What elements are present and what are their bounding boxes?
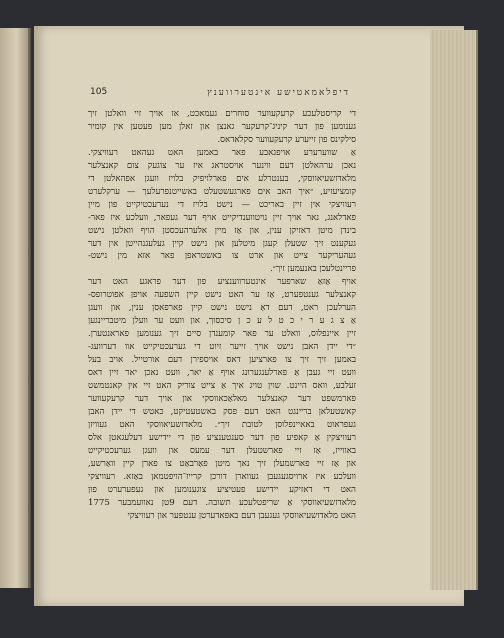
page-edges	[430, 30, 478, 590]
text-line: באמען זיך זיך צו פארציען דאס אויספירן דעם אורטייל. אויב בעל	[88, 355, 356, 366]
text-line: באווייז, אַז זיי פארשטעלן דער עמעס און וועגן גערעכטיקייט	[88, 445, 356, 456]
text-line: די קריסטלעכע קרעקעווער סוחרים געמאכט, אז אויך זיי וואלטן זיך	[88, 109, 356, 119]
text-line: בינדן מיטן דאזיקן ענין, און אַז מיין אלערהעכסטן הויף וואלטן נישט	[88, 225, 356, 236]
page-header	[90, 84, 350, 100]
text-line: ״די יידן האבן נישט אויך זייער זיוט די גערעכטיקייט אוו דערוועג-	[88, 342, 356, 353]
paragraph	[88, 276, 356, 522]
text-line: נאכן ערהאלטן דעם ווינער אויסטראג איז ער צוגעק צום קאנצלער	[88, 160, 356, 171]
text-line: געפראוט באאיינפלוסן לטובת זיך״. מלאדזשעיאווסקי האט געוויזן	[88, 419, 356, 430]
text-line: זיין איינפלוס, וואלט ער פאר קומענדן סיים זיך גענומען פאראנטערן.	[88, 329, 356, 340]
page-number: 105	[90, 87, 108, 97]
running-head: דיפלאמאטישע אינטערווענץ	[207, 87, 350, 98]
body-text	[88, 108, 356, 523]
text-line: געהעריקער צייט און ארט צו באשטראפן פאר אזא מין נישט-	[88, 251, 356, 262]
left-page-edge	[0, 28, 31, 588]
text-line: האט מלאדזשעיאווסקי געגעבן דעם באפאדערטן ענטפער און רעוויצקי	[127, 510, 356, 521]
text-line: וועט זיי געבן אַ פארלענגערונג אויף אַ יאר, וועט נאכן יאר זיין דאס	[88, 368, 356, 379]
text-line: האט די דאזיקע יידישע פעטיציע צוגענומען און געפערערט פון	[88, 484, 356, 495]
text-line: מלאדזשעיאווסקי, בענטרלע אים פארלויפיק בלויז וועגן אפהאלטן די	[88, 173, 356, 184]
paragraph	[88, 108, 356, 147]
text-line: געקענט זיך שטעלן קעגן מיטלען און נישט קיין געלעגנהייטן אין דער	[88, 238, 356, 249]
paragraph	[88, 147, 356, 277]
text-line: גענומען פון דער קיניג־קרעקער גאנצן און זאלן מען פעטען אין קומיר	[88, 121, 356, 132]
text-line: פריינטלעכן באנעמען זיך״.	[270, 264, 356, 275]
text-line: קומציעזיע, ״איך האב אים פארגעשטעלט באשייטנפרעלעך — ערקלערט	[88, 186, 356, 197]
text-line: פארמשפט דער קאנצלער מאלאַכאווסקי און אויך דער קרעקעווער	[88, 393, 356, 404]
text-line: און אַז זיי פארשמעלן זיך נאך מיטן פאַרבאַט צו פארן קיין וואַרשע,	[88, 458, 356, 469]
text-line: אַ צ ג ע ר י כ ט ל ע כ ן סיכסוך, און וועט ער וועלן מיטבריינגען	[88, 316, 356, 327]
text-line: פאדלאנג, נאר אויך זיין נויטווענדיקייט אויף דער געפאר, וועלכע איז פאר-	[88, 212, 356, 223]
text-line: זעלבע, וואס היינט. שוין טויג איך אַ צייט צוריק האט זיי אין קאנטמשט	[88, 381, 356, 392]
text-line: הערלעכן ראט, דעם דאַ נישט נישט קיין פארפאסן ענין, און וועגן	[88, 303, 356, 314]
text-line: אויף אַזאַ שארפער אינטערווענציע פון דער פראגע האט דער	[88, 277, 356, 288]
text-line: מלאדזשעיאווסקי אַ שריפטלעכע תשובה. דעם 9טן נאוועמבער 1775	[88, 497, 356, 508]
text-line: קאשטעלאן בריינגט האט דעם פסק באשטעטיקט, כאטש די יידן האבן	[88, 406, 356, 417]
text-line: וועלכע איז ארויסגעגעבן געווארן דורכן קרייז־הויפטמאן באַזא. רעוויצקי	[88, 471, 356, 482]
text-line: אַ שווערערע אויפגאבע פאר באמען האט געהאט רעוויצקי.	[88, 147, 356, 158]
text-line: סילקינס פון זייערע קרעקעווער סקלאדאס.	[217, 134, 356, 145]
text-line: רעוויצקין אַ קאפיע פון דער סענטענציע פון די יידישע דעלעגאטן אלס	[88, 432, 356, 443]
text-line: קאנצלער גענטפערט, אַז ער האט נישט קיין השפעה אויפן אפוטרופס-	[88, 290, 356, 301]
text-line: רעוויצקי אין זיין באריכט — נישט בלויז די נערעכטיקייט פון מיין	[88, 199, 356, 210]
